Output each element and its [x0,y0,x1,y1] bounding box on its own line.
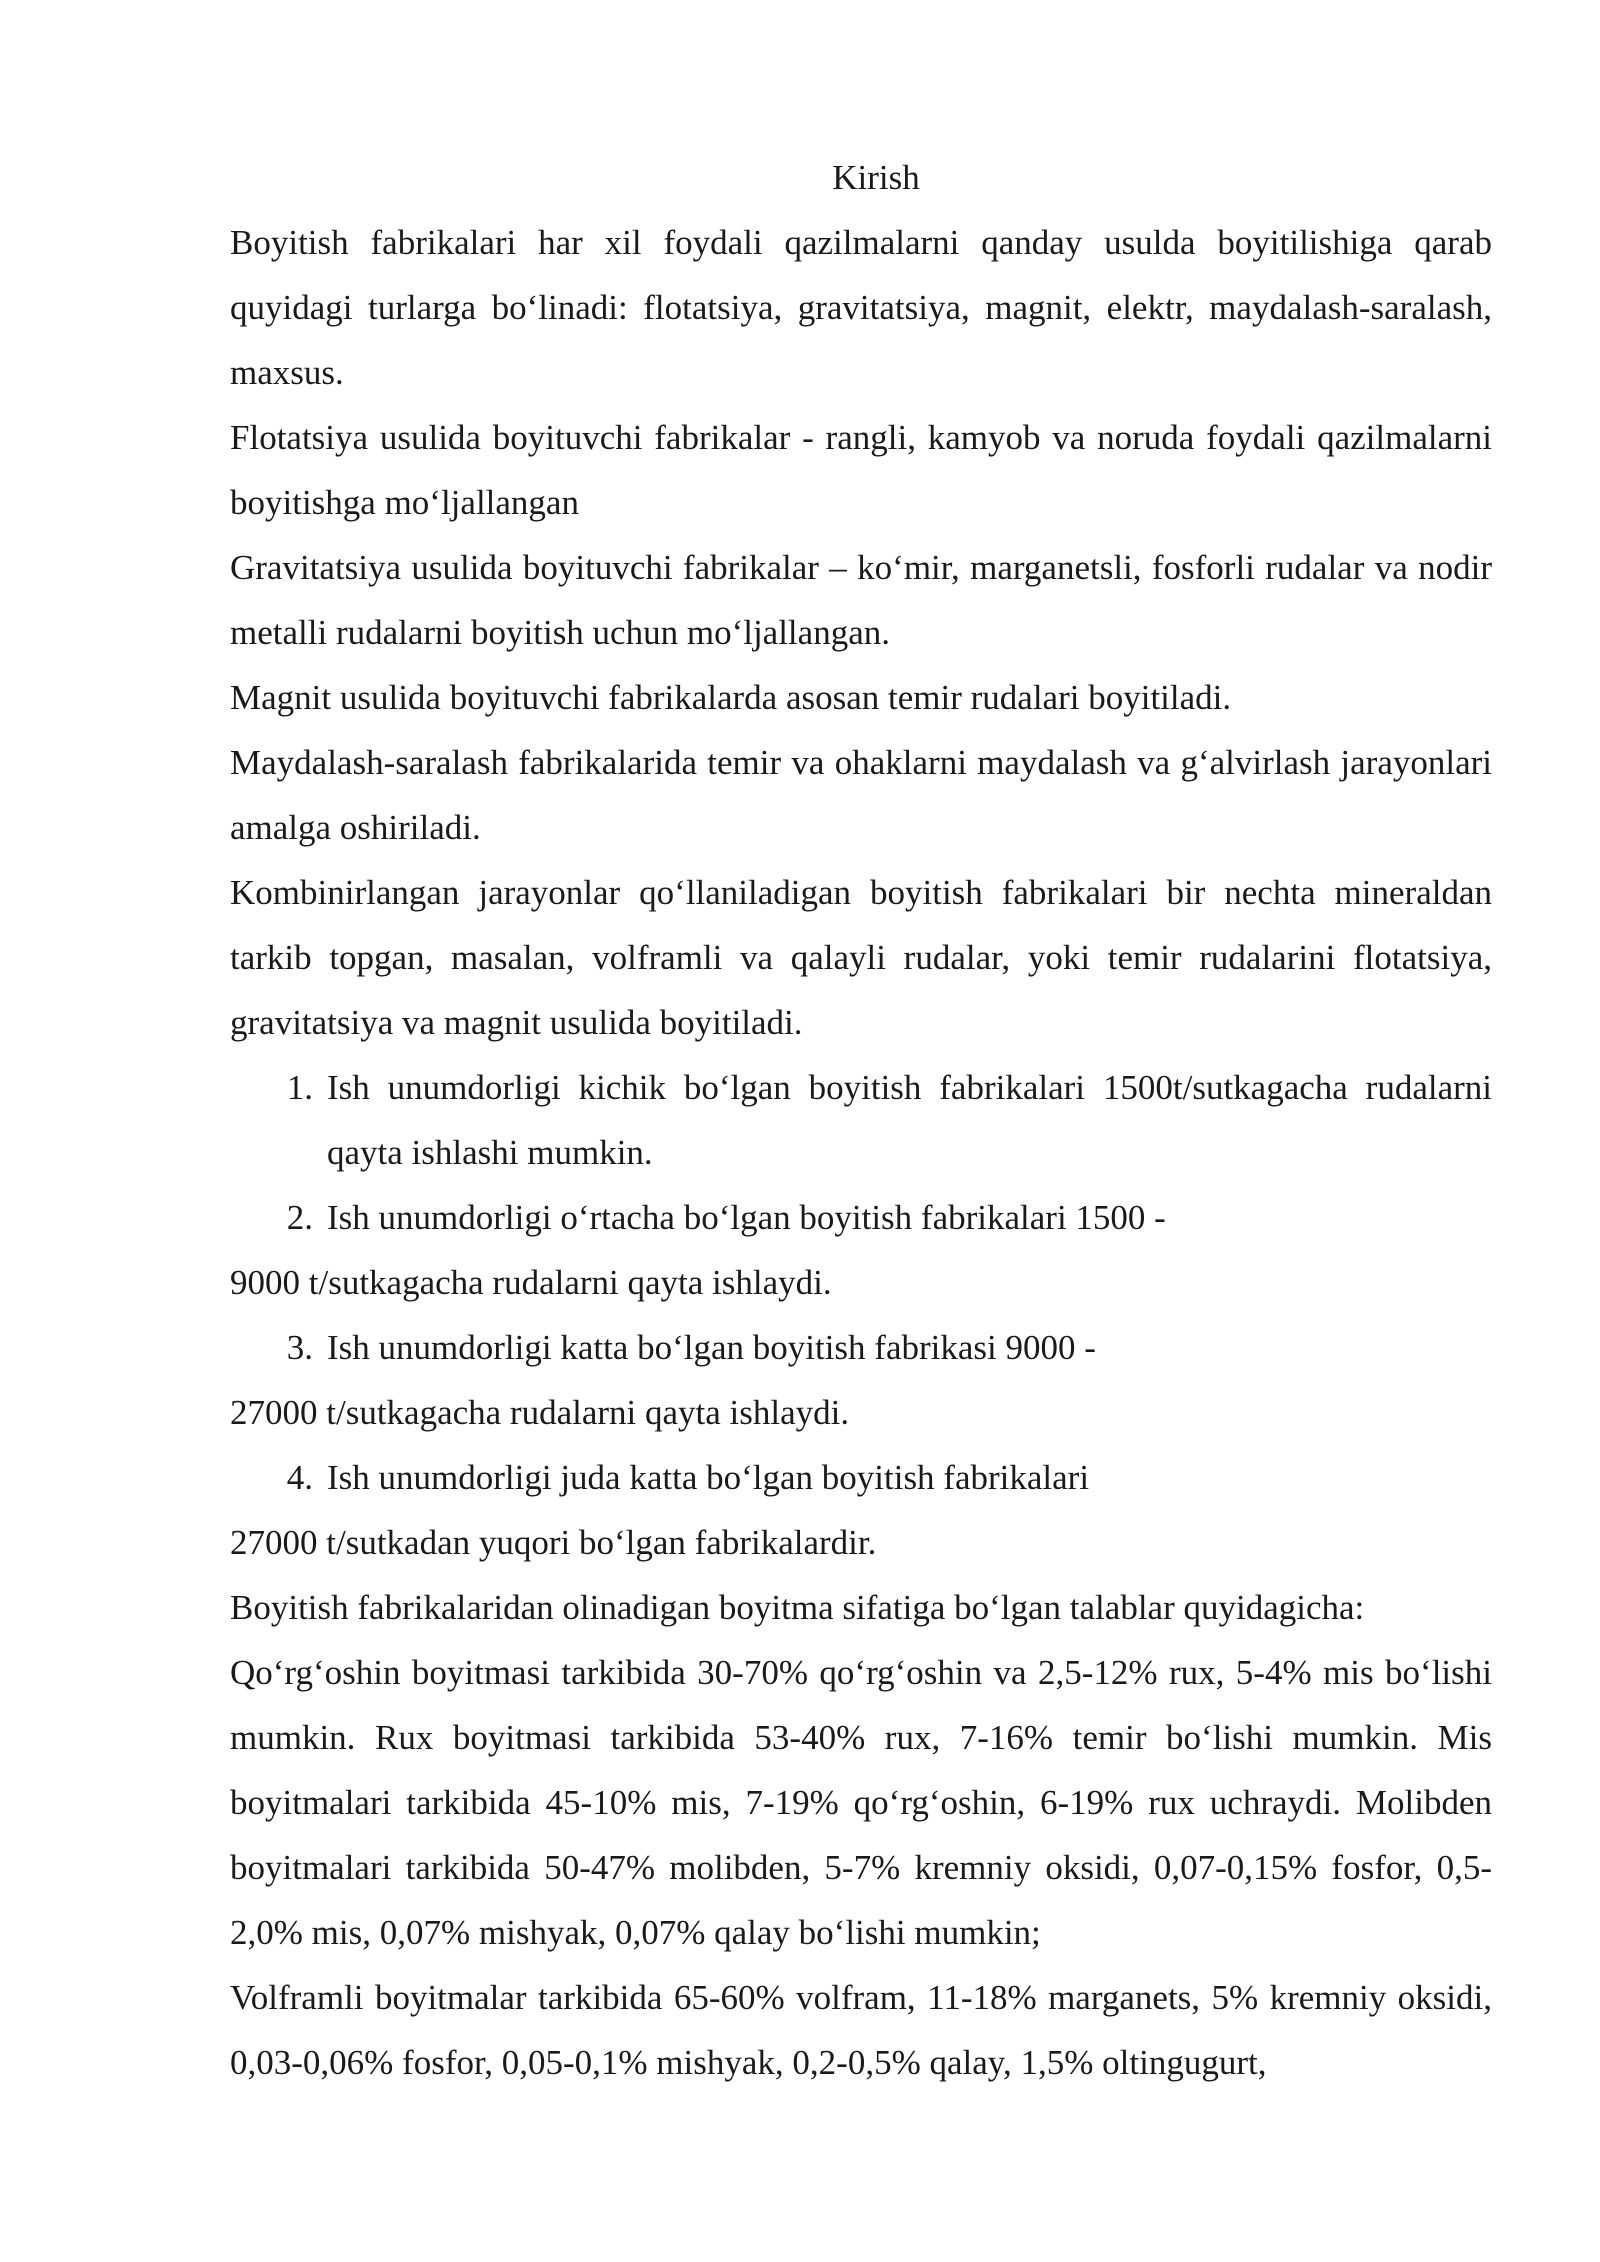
list-item-continuation: 27000 t/sutkagacha rudalarni qayta ishlaydi. [230,1393,850,1432]
paragraph-concentrate-composition: Qo‘rg‘oshin boyitmasi tarkibida 30-70% qo‘rg‘oshin va 2,5-12% rux, 5-4% mis bo‘lishi mumkin. Rux boyitmasi tarkibida 53-40% rux, 7-16% temir bo‘lishi mumkin. Mis boyitmalari tarkibida 45-10% mis, 7-19% qo‘rg‘oshin, 6-19% rux uchraydi. Molibden boyitmalari tarkibida 50-47% molibden, 5-7% kremniy oksidi, 0,07-0,15% fosfor, 0,5-2,0% mis, 0,07% mishyak, 0,07% qalay bo‘lishi mumkin; [230,1653,1492,1952]
list-item-2 [230,1185,1492,1250]
list-item-text: Ish unumdorligi kichik bo‘lgan boyitish fabrikalari 1500t/sutkagacha rudalarni qayta ishlashi mumkin. [327,1068,1492,1172]
list-number: 1. [286,1068,313,1107]
page-title: Kirish [832,158,920,197]
list-item-text: Ish unumdorligi o‘rtacha bo‘lgan boyitish fabrikalari 1500 - [327,1198,1166,1237]
list-item-continuation: 27000 t/sutkadan yuqori bo‘lgan fabrikalardir. [230,1523,877,1562]
paragraph-flotation: Flotatsiya usulida boyituvchi fabrikalar - rangli, kamyob va noruda foydali qazilmalarni boyitishga mo‘ljallangan [230,418,1492,522]
list-number: 4. [286,1458,313,1497]
list-number: 2. [286,1198,313,1237]
document-page [230,145,1492,2095]
list-item-text: Ish unumdorligi katta bo‘lgan boyitish fabrikasi 9000 - [327,1328,1096,1367]
paragraph-gravitation: Gravitatsiya usulida boyituvchi fabrikalar – ko‘mir, marganetsli, fosforli rudalar va nodir metalli rudalarni boyitish uchun mo‘ljallangan. [230,548,1492,652]
list-item-text: Ish unumdorligi juda katta bo‘lgan boyitish fabrikalari [327,1458,1090,1497]
list-item-4 [230,1445,1492,1510]
paragraph-tungsten-concentrate: Volframli boyitmalar tarkibida 65-60% volfram, 11-18% marganets, 5% kremniy oksidi, 0,03-0,06% fosfor, 0,05-0,1% mishyak, 0,2-0,5% qalay, 1,5% oltingugurt, [230,1978,1492,2082]
paragraph-magnetic: Magnit usulida boyituvchi fabrikalarda asosan temir rudalari boyitiladi. [230,678,1232,717]
list-item-3 [230,1315,1492,1380]
paragraph-combined: Kombinirlangan jarayonlar qo‘llaniladigan boyitish fabrikalari bir nechta mineraldan tarkib topgan, masalan, volframli va qalayli rudalar, yoki temir rudalarini flotatsiya, gravitatsiya va magnit usulida boyitiladi. [230,873,1492,1042]
paragraph-requirements: Boyitish fabrikalaridan olinadigan boyitma sifatiga bo‘lgan talablar quyidagicha: [230,1588,1365,1627]
list-item-continuation: 9000 t/sutkagacha rudalarni qayta ishlaydi. [230,1263,832,1302]
list-number: 3. [286,1328,313,1367]
paragraph-fabric-types: Boyitish fabrikalari har xil foydali qazilmalarni qanday usulda boyitilishiga qarab quyidagi turlarga bo‘linadi: flotatsiya, gravitatsiya, magnit, elektr, maydalash-saralash, maxsus. [230,223,1492,392]
paragraph-crushing-sorting: Maydalash-saralash fabrikalarida temir va ohaklarni maydalash va g‘alvirlash jarayonlari amalga oshiriladi. [230,743,1492,847]
list-item-1 [230,1055,1492,1185]
